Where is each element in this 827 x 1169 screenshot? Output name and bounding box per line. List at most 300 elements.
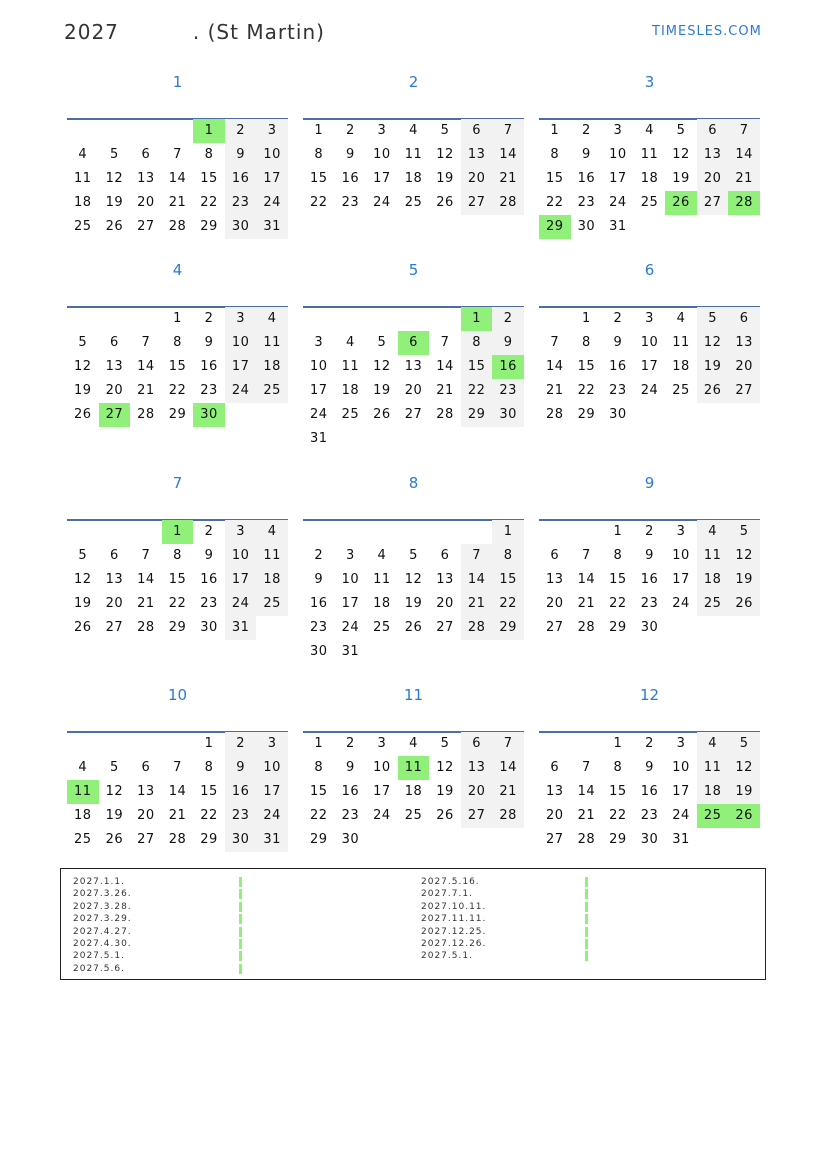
day-cell: 23: [640, 808, 659, 823]
day-cell: 3: [345, 548, 355, 563]
day-cell: 12: [74, 572, 92, 587]
day-cell: 8: [581, 335, 591, 350]
title-region: . (St Martin): [192, 20, 325, 44]
day-cell: 14: [577, 572, 596, 587]
legend-row: [73, 926, 132, 938]
day-cell: 12: [74, 359, 92, 374]
legend-date: 2027.1.1.: [73, 877, 125, 887]
holiday-day-cell: 11: [67, 780, 99, 804]
day-cell: 4: [377, 548, 387, 563]
day-cell: 7: [492, 732, 524, 756]
day-cell: 15: [200, 171, 218, 186]
day-cell: 12: [436, 147, 454, 162]
day-cell: 6: [461, 119, 493, 143]
day-cell: 10: [225, 331, 257, 355]
day-cell: 29: [609, 832, 627, 847]
month-6: [539, 260, 760, 422]
day-cell: 7: [440, 335, 450, 350]
day-cell: 17: [341, 596, 360, 611]
day-cell: 18: [640, 171, 659, 186]
day-cell: 23: [200, 596, 218, 611]
day-cell: 2: [581, 123, 591, 138]
site-logo[interactable]: TIMESLES.COM: [652, 24, 762, 39]
day-cell: 14: [137, 572, 155, 587]
day-cell: 2: [314, 548, 324, 563]
day-cell: 12: [728, 544, 760, 568]
day-cell: 20: [461, 167, 493, 191]
legend-row: [73, 950, 132, 962]
day-cell: 22: [200, 808, 218, 823]
holiday-color-swatch: [585, 902, 588, 912]
day-cell: 27: [461, 191, 493, 215]
day-cell: 16: [225, 167, 257, 191]
day-cell: 4: [697, 732, 729, 756]
day-cell: 2: [345, 736, 355, 751]
day-cell: 26: [373, 407, 391, 422]
day-cell: 12: [105, 171, 124, 186]
holiday-color-swatch: [239, 902, 242, 912]
day-cell: 17: [310, 383, 328, 398]
day-cell: 8: [173, 335, 182, 350]
day-cell: 28: [168, 832, 187, 847]
day-cell: 22: [310, 808, 328, 823]
day-cell: 15: [577, 359, 596, 374]
day-cell: 31: [310, 431, 328, 446]
day-cell: 26: [74, 620, 92, 635]
day-cell: 21: [168, 195, 187, 210]
day-cell: 22: [546, 195, 564, 210]
day-cell: 4: [78, 760, 88, 775]
day-cell: 9: [345, 147, 355, 162]
day-cell: 20: [137, 195, 155, 210]
day-cell: 9: [645, 548, 654, 563]
day-cell: 12: [373, 359, 391, 374]
holiday-day-cell: 27: [99, 403, 131, 427]
legend-date: 2027.12.25.: [421, 926, 487, 937]
day-cell: 30: [640, 832, 659, 847]
day-cell: 21: [546, 383, 564, 398]
day-cell: 19: [404, 596, 423, 611]
holiday-day-cell: 26: [728, 804, 760, 828]
day-cell: 23: [310, 620, 328, 635]
holiday-color-swatch: [585, 927, 588, 937]
month-label: 7: [172, 474, 183, 492]
day-cell: 25: [341, 407, 360, 422]
day-cell: 17: [373, 171, 391, 186]
day-cell: 7: [581, 760, 591, 775]
month-3: [539, 72, 760, 234]
day-cell: 3: [613, 123, 623, 138]
day-cell: 27: [137, 219, 155, 234]
day-cell: 14: [546, 359, 564, 374]
day-cell: 20: [404, 383, 423, 398]
day-cell: 15: [200, 784, 218, 799]
day-cell: 26: [436, 195, 454, 210]
holiday-day-cell: 28: [728, 191, 760, 215]
day-cell: 10: [256, 143, 288, 167]
day-cell: 16: [640, 572, 659, 587]
day-cell: 19: [436, 784, 454, 799]
day-cell: 8: [314, 760, 324, 775]
day-cell: 13: [697, 143, 729, 167]
day-cell: 6: [440, 548, 450, 563]
legend-date: 2027.5.16.: [421, 877, 480, 887]
day-cell: 30: [200, 620, 218, 635]
day-cell: 5: [728, 732, 760, 756]
day-cell: 18: [256, 355, 288, 379]
day-cell: 6: [141, 760, 151, 775]
legend-row: [73, 876, 132, 888]
day-cell: 16: [200, 359, 218, 374]
holiday-color-swatch: [585, 914, 588, 924]
day-cell: 20: [461, 780, 493, 804]
month-label: 6: [644, 261, 655, 279]
day-cell: 8: [492, 544, 524, 568]
day-cell: 22: [492, 592, 524, 616]
day-cell: 13: [105, 572, 124, 587]
day-cell: 22: [609, 808, 627, 823]
day-cell: 7: [141, 335, 151, 350]
day-cell: 29: [492, 616, 524, 640]
day-cell: 6: [550, 548, 560, 563]
day-cell: 19: [728, 568, 760, 592]
day-cell: 17: [672, 784, 690, 799]
day-cell: 4: [78, 147, 88, 162]
day-cell: 20: [546, 596, 564, 611]
day-cell: 30: [225, 828, 257, 852]
day-cell: 15: [168, 359, 187, 374]
month-label: 3: [644, 73, 655, 91]
day-cell: 23: [341, 808, 360, 823]
day-cell: 25: [74, 219, 92, 234]
day-cell: 15: [492, 568, 524, 592]
day-cell: 1: [314, 736, 324, 751]
month-label: 1: [172, 73, 183, 91]
month-8: [303, 473, 524, 659]
day-cell: 17: [640, 359, 659, 374]
day-cell: 2: [225, 732, 257, 756]
day-cell: 28: [168, 219, 187, 234]
holiday-color-swatch: [239, 877, 242, 887]
day-cell: 2: [225, 119, 257, 143]
month-rule: [303, 519, 524, 521]
day-cell: 9: [314, 572, 324, 587]
day-cell: 30: [492, 403, 524, 427]
day-cell: 13: [137, 171, 155, 186]
day-cell: 21: [436, 383, 454, 398]
day-cell: 3: [225, 520, 257, 544]
day-cell: 13: [436, 572, 454, 587]
day-cell: 25: [404, 195, 423, 210]
day-cell: 10: [310, 359, 328, 374]
day-cell: 24: [672, 808, 690, 823]
day-cell: 27: [697, 191, 729, 215]
legend-date: 2027.3.26.: [73, 889, 132, 900]
day-cell: 19: [436, 171, 454, 186]
day-cell: 25: [672, 383, 690, 398]
day-cell: 24: [225, 379, 257, 403]
day-cell: 27: [137, 832, 155, 847]
month-5: [303, 260, 524, 446]
day-cell: 3: [377, 736, 387, 751]
day-cell: 23: [225, 191, 257, 215]
day-cell: 31: [225, 616, 257, 640]
day-cell: 8: [314, 147, 324, 162]
day-cell: 24: [310, 407, 328, 422]
legend-row: [73, 888, 132, 900]
day-cell: 16: [341, 784, 360, 799]
day-cell: 28: [577, 620, 596, 635]
day-cell: 7: [461, 544, 493, 568]
month-11: [303, 685, 524, 847]
day-cell: 7: [141, 548, 151, 563]
day-cell: 22: [200, 195, 218, 210]
day-cell: 3: [645, 311, 654, 326]
day-cell: 29: [168, 407, 187, 422]
day-cell: 13: [546, 572, 564, 587]
day-cell: 5: [728, 520, 760, 544]
day-cell: 1: [204, 736, 214, 751]
day-cell: 29: [461, 403, 493, 427]
day-cell: 21: [577, 808, 596, 823]
legend-date: 2027.3.28.: [73, 901, 132, 912]
day-cell: 10: [373, 760, 391, 775]
holiday-day-cell: 1: [162, 520, 194, 544]
day-cell: 24: [373, 195, 391, 210]
day-cell: 3: [256, 119, 288, 143]
day-cell: 27: [546, 620, 564, 635]
month-label: 4: [172, 261, 183, 279]
legend-row: [73, 963, 132, 975]
day-cell: 15: [609, 572, 627, 587]
day-cell: 3: [676, 736, 686, 751]
legend-row: [421, 938, 486, 950]
legend-date: 2027.7.1.: [421, 889, 473, 900]
day-cell: 6: [109, 548, 119, 563]
day-cell: 23: [577, 195, 596, 210]
day-cell: 2: [645, 736, 654, 751]
day-cell: 20: [546, 808, 564, 823]
day-cell: 24: [672, 596, 690, 611]
day-cell: 5: [440, 123, 450, 138]
month-label: 9: [644, 474, 655, 492]
legend-column-left: [73, 876, 132, 975]
day-cell: 19: [105, 808, 124, 823]
day-cell: 7: [173, 760, 182, 775]
day-cell: 23: [492, 379, 524, 403]
day-cell: 8: [204, 147, 214, 162]
day-cell: 20: [105, 383, 124, 398]
day-cell: 8: [461, 331, 493, 355]
day-cell: 7: [728, 119, 760, 143]
day-cell: 30: [310, 644, 328, 659]
day-cell: 14: [168, 171, 187, 186]
day-cell: 11: [256, 544, 288, 568]
day-cell: 5: [676, 123, 686, 138]
legend-column-right: [421, 876, 486, 963]
day-cell: 31: [256, 215, 288, 239]
legend-date: 2027.4.30.: [73, 938, 132, 949]
legend-row: [421, 901, 486, 913]
month-2: [303, 72, 524, 210]
day-cell: 26: [404, 620, 423, 635]
legend-date: 2027.5.6.: [73, 963, 125, 974]
day-cell: 9: [204, 548, 214, 563]
day-cell: 6: [109, 335, 119, 350]
legend-row: [421, 913, 486, 925]
day-cell: 12: [697, 331, 729, 355]
legend-row: [421, 950, 486, 962]
day-cell: 12: [436, 760, 454, 775]
day-cell: 28: [137, 407, 155, 422]
day-cell: 14: [577, 784, 596, 799]
month-4: [67, 260, 288, 422]
day-cell: 9: [613, 335, 623, 350]
day-cell: 15: [609, 784, 627, 799]
day-cell: 21: [577, 596, 596, 611]
day-cell: 14: [492, 143, 524, 167]
day-cell: 16: [609, 359, 627, 374]
day-cell: 25: [373, 620, 391, 635]
day-cell: 26: [436, 808, 454, 823]
day-cell: 11: [404, 147, 423, 162]
legend-row: [421, 876, 486, 888]
day-cell: 14: [137, 359, 155, 374]
holiday-legend: [60, 868, 766, 980]
day-cell: 28: [492, 804, 524, 828]
day-cell: 20: [137, 808, 155, 823]
day-cell: 28: [137, 620, 155, 635]
legend-date: 2027.10.11.: [421, 901, 487, 912]
day-cell: 26: [728, 592, 760, 616]
holiday-day-cell: 1: [461, 307, 493, 331]
day-cell: 11: [256, 331, 288, 355]
day-cell: 11: [697, 544, 729, 568]
day-cell: 30: [225, 215, 257, 239]
day-cell: 16: [225, 780, 257, 804]
day-cell: 16: [200, 572, 218, 587]
day-cell: 4: [645, 123, 654, 138]
day-cell: 14: [728, 143, 760, 167]
day-cell: 18: [697, 568, 729, 592]
day-cell: 31: [672, 832, 690, 847]
day-cell: 10: [341, 572, 360, 587]
day-cell: 24: [225, 592, 257, 616]
day-cell: 21: [492, 167, 524, 191]
day-cell: 21: [168, 808, 187, 823]
day-cell: 15: [310, 784, 328, 799]
day-cell: 5: [697, 307, 729, 331]
day-cell: 28: [546, 407, 564, 422]
day-cell: 27: [436, 620, 454, 635]
day-cell: 24: [373, 808, 391, 823]
day-cell: 1: [550, 123, 560, 138]
day-cell: 18: [74, 808, 92, 823]
day-cell: 21: [728, 167, 760, 191]
month-7: [67, 473, 288, 635]
day-cell: 20: [697, 167, 729, 191]
day-cell: 4: [676, 311, 686, 326]
day-cell: 4: [256, 307, 288, 331]
day-cell: 29: [577, 407, 596, 422]
day-cell: 14: [461, 568, 493, 592]
day-cell: 5: [78, 548, 88, 563]
day-cell: 22: [310, 195, 328, 210]
day-cell: 31: [609, 219, 627, 234]
day-cell: 17: [672, 572, 690, 587]
title-year: 2027: [64, 20, 119, 44]
day-cell: 15: [310, 171, 328, 186]
day-cell: 23: [200, 383, 218, 398]
day-cell: 15: [168, 572, 187, 587]
day-cell: 8: [613, 760, 623, 775]
legend-date: 2027.3.29.: [73, 914, 132, 925]
day-cell: 4: [345, 335, 355, 350]
day-cell: 12: [105, 784, 124, 799]
holiday-color-swatch: [239, 914, 242, 924]
day-cell: 13: [546, 784, 564, 799]
day-cell: 29: [168, 620, 187, 635]
day-cell: 2: [204, 524, 214, 539]
day-cell: 16: [577, 171, 596, 186]
day-cell: 4: [256, 520, 288, 544]
day-cell: 3: [256, 732, 288, 756]
month-label: 11: [403, 686, 424, 704]
page-title: [64, 20, 325, 44]
day-cell: 13: [137, 784, 155, 799]
day-cell: 16: [310, 596, 328, 611]
day-cell: 11: [672, 335, 690, 350]
month-9: [539, 473, 760, 635]
day-cell: 19: [728, 780, 760, 804]
day-cell: 19: [105, 195, 124, 210]
day-cell: 28: [577, 832, 596, 847]
day-cell: 26: [74, 407, 92, 422]
day-cell: 10: [225, 544, 257, 568]
day-cell: 4: [697, 520, 729, 544]
day-cell: 26: [697, 379, 729, 403]
day-cell: 24: [609, 195, 627, 210]
day-cell: 30: [640, 620, 659, 635]
holiday-color-swatch: [239, 939, 242, 949]
month-1: [67, 72, 288, 234]
day-cell: 3: [676, 524, 686, 539]
day-cell: 1: [492, 520, 524, 544]
day-cell: 25: [256, 379, 288, 403]
day-cell: 3: [377, 123, 387, 138]
day-cell: 2: [345, 123, 355, 138]
day-cell: 11: [341, 359, 360, 374]
day-cell: 23: [609, 383, 627, 398]
day-cell: 22: [168, 383, 187, 398]
day-cell: 24: [640, 383, 659, 398]
day-cell: 5: [377, 335, 387, 350]
day-cell: 12: [728, 756, 760, 780]
day-cell: 20: [436, 596, 454, 611]
day-cell: 26: [105, 832, 124, 847]
legend-row: [73, 913, 132, 925]
day-cell: 19: [697, 355, 729, 379]
day-cell: 21: [461, 592, 493, 616]
holiday-day-cell: 11: [398, 756, 430, 780]
day-cell: 9: [225, 143, 257, 167]
day-cell: 15: [461, 355, 493, 379]
holiday-day-cell: 30: [193, 403, 225, 427]
day-cell: 5: [440, 736, 450, 751]
day-cell: 20: [728, 355, 760, 379]
day-cell: 30: [341, 832, 360, 847]
day-cell: 10: [672, 760, 690, 775]
